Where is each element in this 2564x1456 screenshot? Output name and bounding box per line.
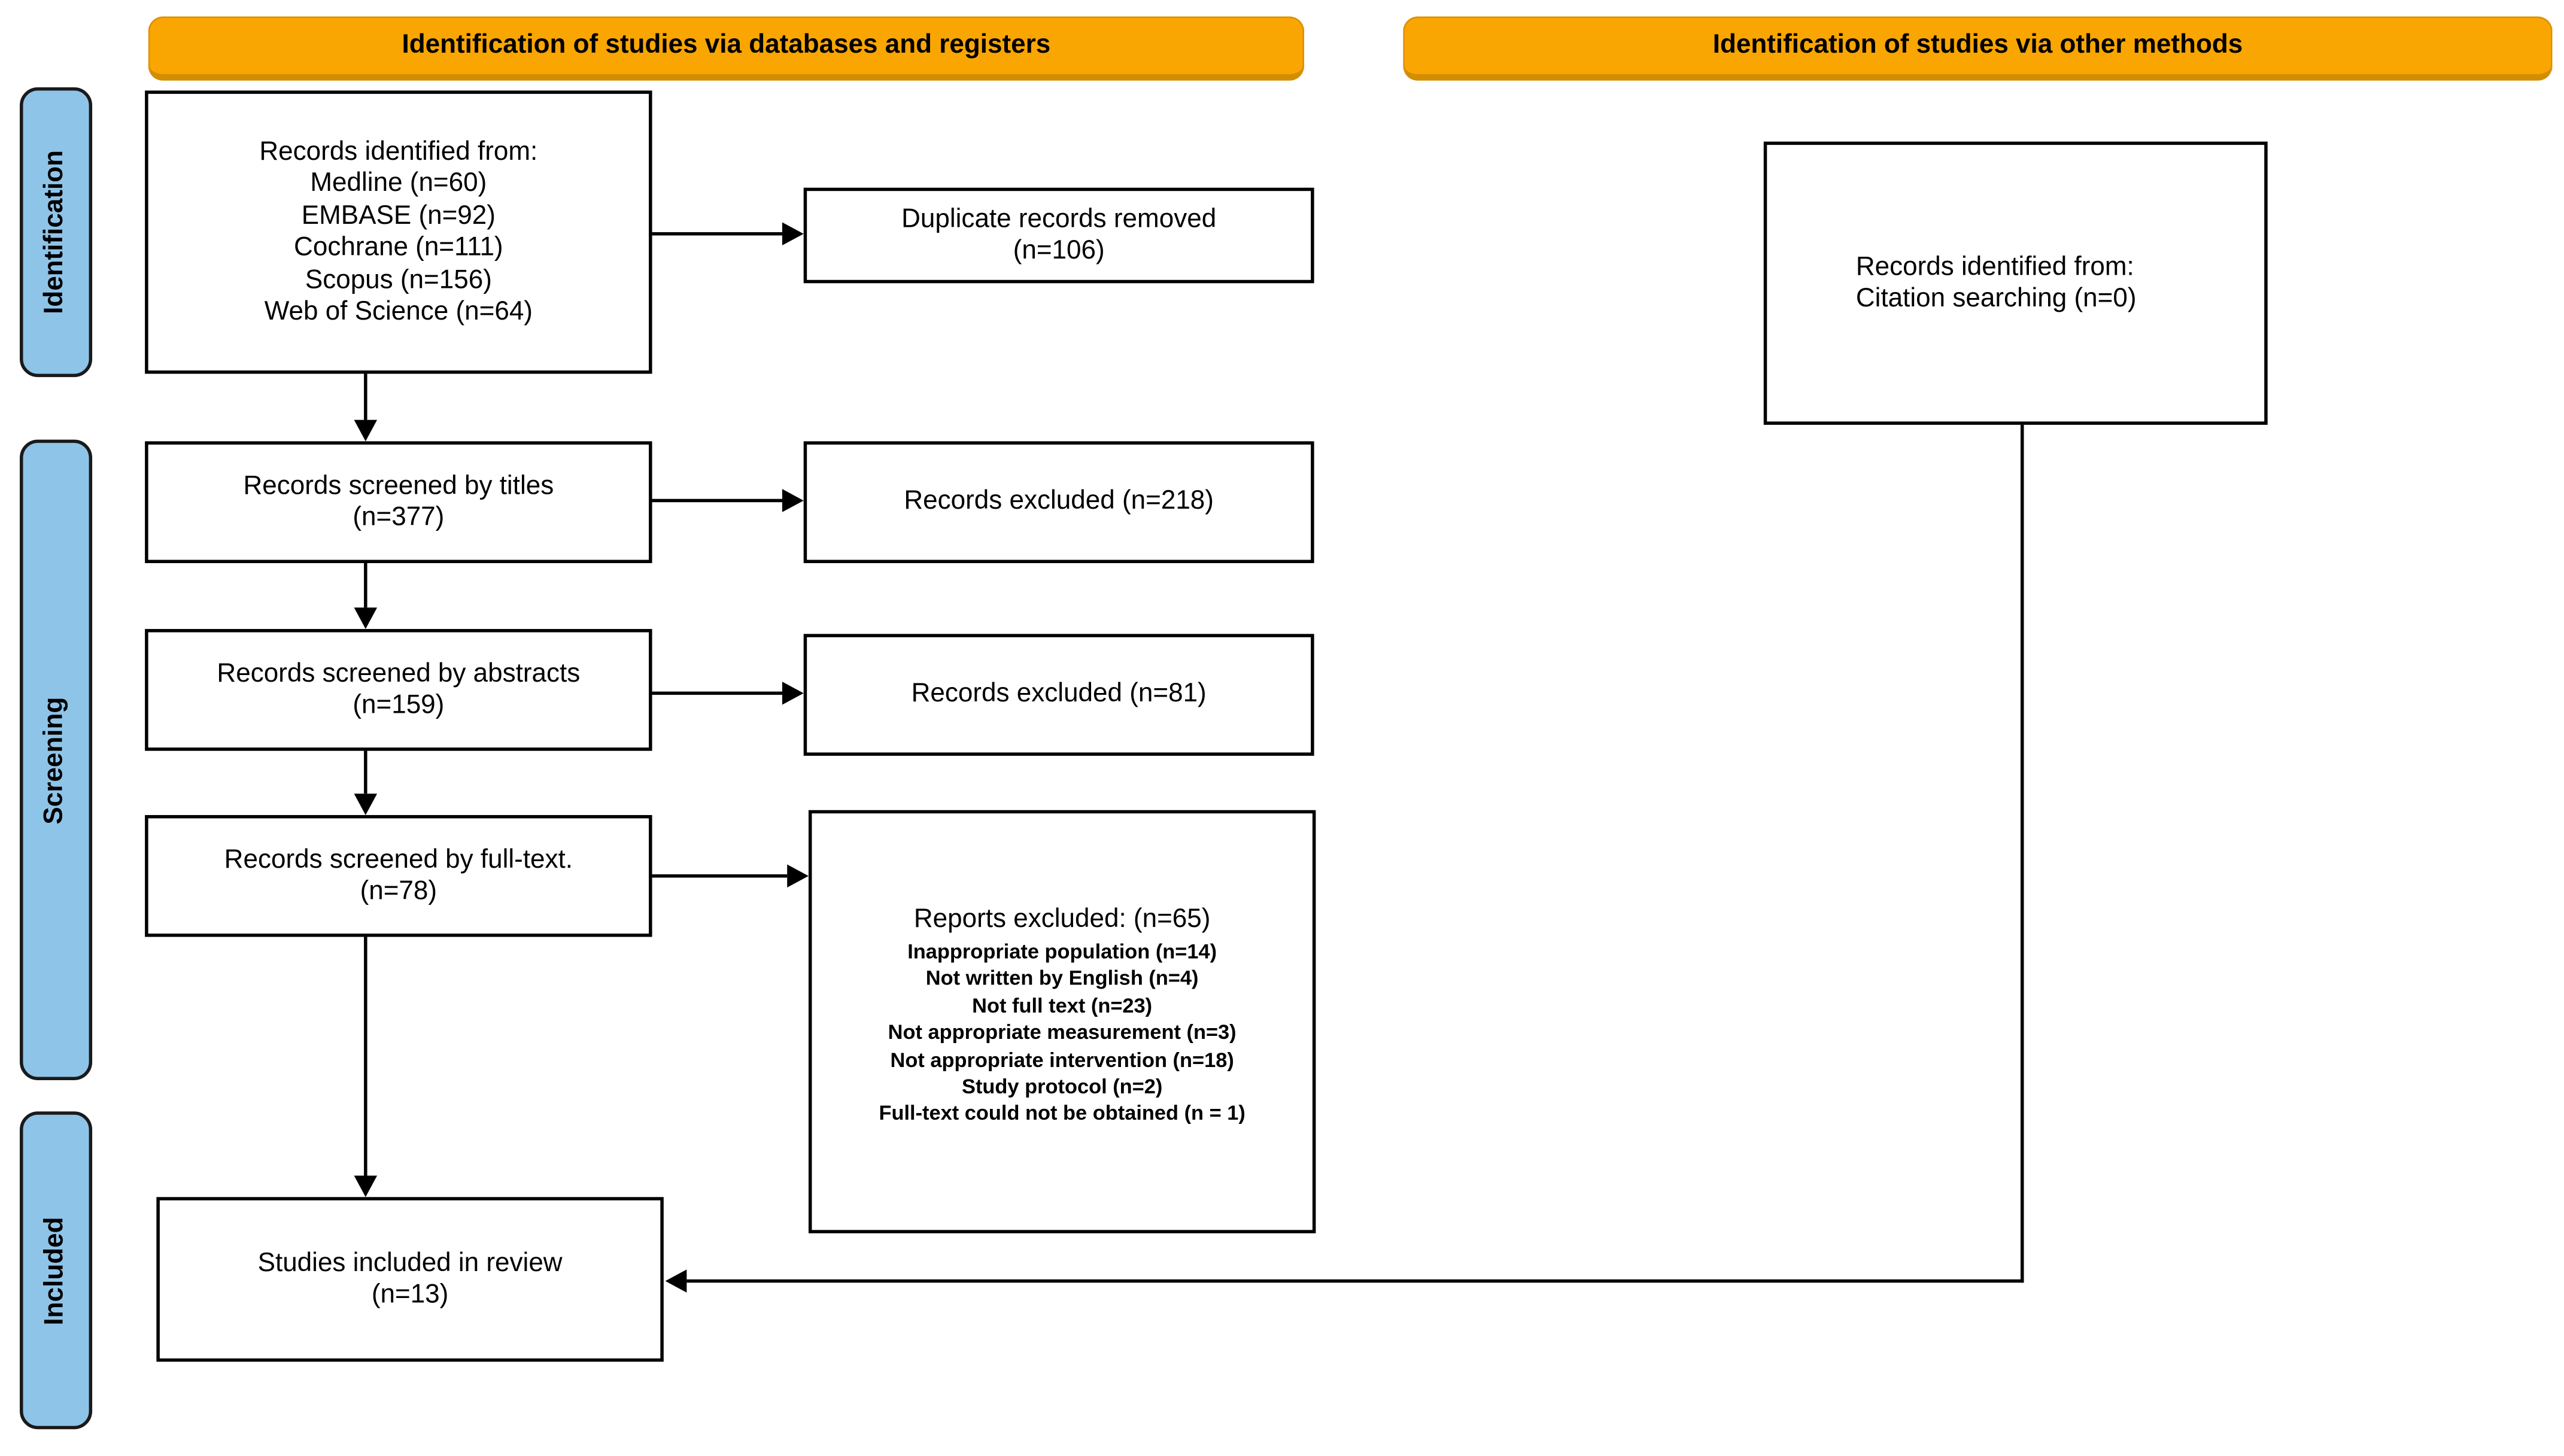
- records-identified-line: Cochrane (n=111): [294, 233, 503, 262]
- arrow-fulltext-to-reports-excluded: [652, 874, 788, 878]
- box-screened-abstracts: [145, 629, 652, 751]
- stage-label-identification: [20, 87, 92, 377]
- arrowhead-down-icon: [354, 794, 378, 815]
- reports-excluded-reason: Not appropriate measurement (n=3): [888, 1021, 1237, 1045]
- box-reports-excluded: [809, 810, 1316, 1233]
- header-databases-label: Identification of studies via databases and registers: [402, 31, 1051, 60]
- arrowhead-right-icon: [782, 222, 804, 245]
- stage-label-screening: [20, 440, 92, 1080]
- reports-excluded-title: Reports excluded: (n=65): [913, 905, 1211, 934]
- box-records-identified: [145, 90, 652, 373]
- box-excluded-abstracts: [804, 634, 1314, 756]
- screened-titles-count: (n=377): [353, 503, 445, 532]
- studies-included-count: (n=13): [371, 1281, 449, 1309]
- arrow-abstracts-to-excluded: [652, 692, 782, 695]
- citation-searching-line: Records identified from:: [1855, 253, 2134, 281]
- arrow-fulltext-to-included: [364, 937, 367, 1176]
- arrowhead-down-icon: [354, 607, 378, 629]
- arrow-titles-to-excluded: [652, 499, 782, 503]
- header-other-methods: [1403, 17, 2553, 81]
- citation-searching-count: Citation searching (n=0): [1855, 284, 2137, 313]
- excluded-abstracts-line: Records excluded (n=81): [911, 680, 1207, 709]
- arrow-identified-to-duplicates: [652, 232, 782, 236]
- arrowhead-left-icon: [666, 1269, 687, 1293]
- arrowhead-right-icon: [782, 682, 804, 705]
- screened-fulltext-count: (n=78): [360, 877, 438, 906]
- header-databases-registers: [148, 17, 1305, 81]
- screened-abstracts-count: (n=159): [353, 691, 445, 720]
- box-citation-searching: [1764, 142, 2268, 425]
- reports-excluded-reason: Study protocol (n=2): [962, 1075, 1163, 1099]
- reports-excluded-reason: Not appropriate intervention (n=18): [890, 1048, 1234, 1072]
- header-other-methods-label: Identification of studies via other methods: [1712, 31, 2243, 60]
- box-duplicates-removed: [804, 188, 1314, 284]
- arrow-citation-to-included-vertical: [2021, 425, 2024, 1283]
- arrow-titles-to-abstracts: [364, 563, 367, 607]
- stage-identification-text: Identification: [41, 150, 69, 314]
- records-identified-line: Medline (n=60): [310, 169, 487, 198]
- duplicates-removed-line: Duplicate records removed: [901, 205, 1217, 233]
- screened-fulltext-line: Records screened by full-text.: [224, 845, 573, 874]
- arrow-abstracts-to-fulltext: [364, 751, 367, 794]
- arrowhead-right-icon: [782, 489, 804, 512]
- reports-excluded-reason: Full-text could not be obtained (n = 1): [879, 1102, 1245, 1126]
- screened-titles-line: Records screened by titles: [243, 472, 554, 500]
- screened-abstracts-line: Records screened by abstracts: [217, 659, 581, 688]
- reports-excluded-reason: Inappropriate population (n=14): [907, 940, 1217, 963]
- arrow-identified-to-titles: [364, 374, 367, 420]
- studies-included-line: Studies included in review: [257, 1248, 563, 1277]
- records-identified-line: Records identified from:: [259, 137, 538, 166]
- arrowhead-down-icon: [354, 420, 378, 442]
- reports-excluded-reason: Not written by English (n=4): [925, 967, 1199, 990]
- stage-screening-text: Screening: [41, 696, 69, 824]
- stage-included-text: Included: [41, 1216, 69, 1325]
- box-screened-fulltext: [145, 815, 652, 937]
- box-studies-included: [156, 1197, 663, 1361]
- arrow-citation-to-included-horizontal: [686, 1279, 2024, 1283]
- arrowhead-down-icon: [354, 1176, 378, 1197]
- duplicates-removed-count: (n=106): [1013, 237, 1105, 265]
- records-identified-line: Scopus (n=156): [305, 266, 492, 294]
- arrowhead-right-icon: [787, 865, 809, 888]
- excluded-titles-line: Records excluded (n=218): [904, 488, 1214, 516]
- reports-excluded-reason: Not full text (n=23): [972, 994, 1153, 1017]
- box-screened-titles: [145, 441, 652, 563]
- box-excluded-titles: [804, 441, 1314, 563]
- stage-label-included: [20, 1111, 92, 1429]
- records-identified-line: EMBASE (n=92): [301, 202, 496, 230]
- records-identified-line: Web of Science (n=64): [264, 298, 533, 326]
